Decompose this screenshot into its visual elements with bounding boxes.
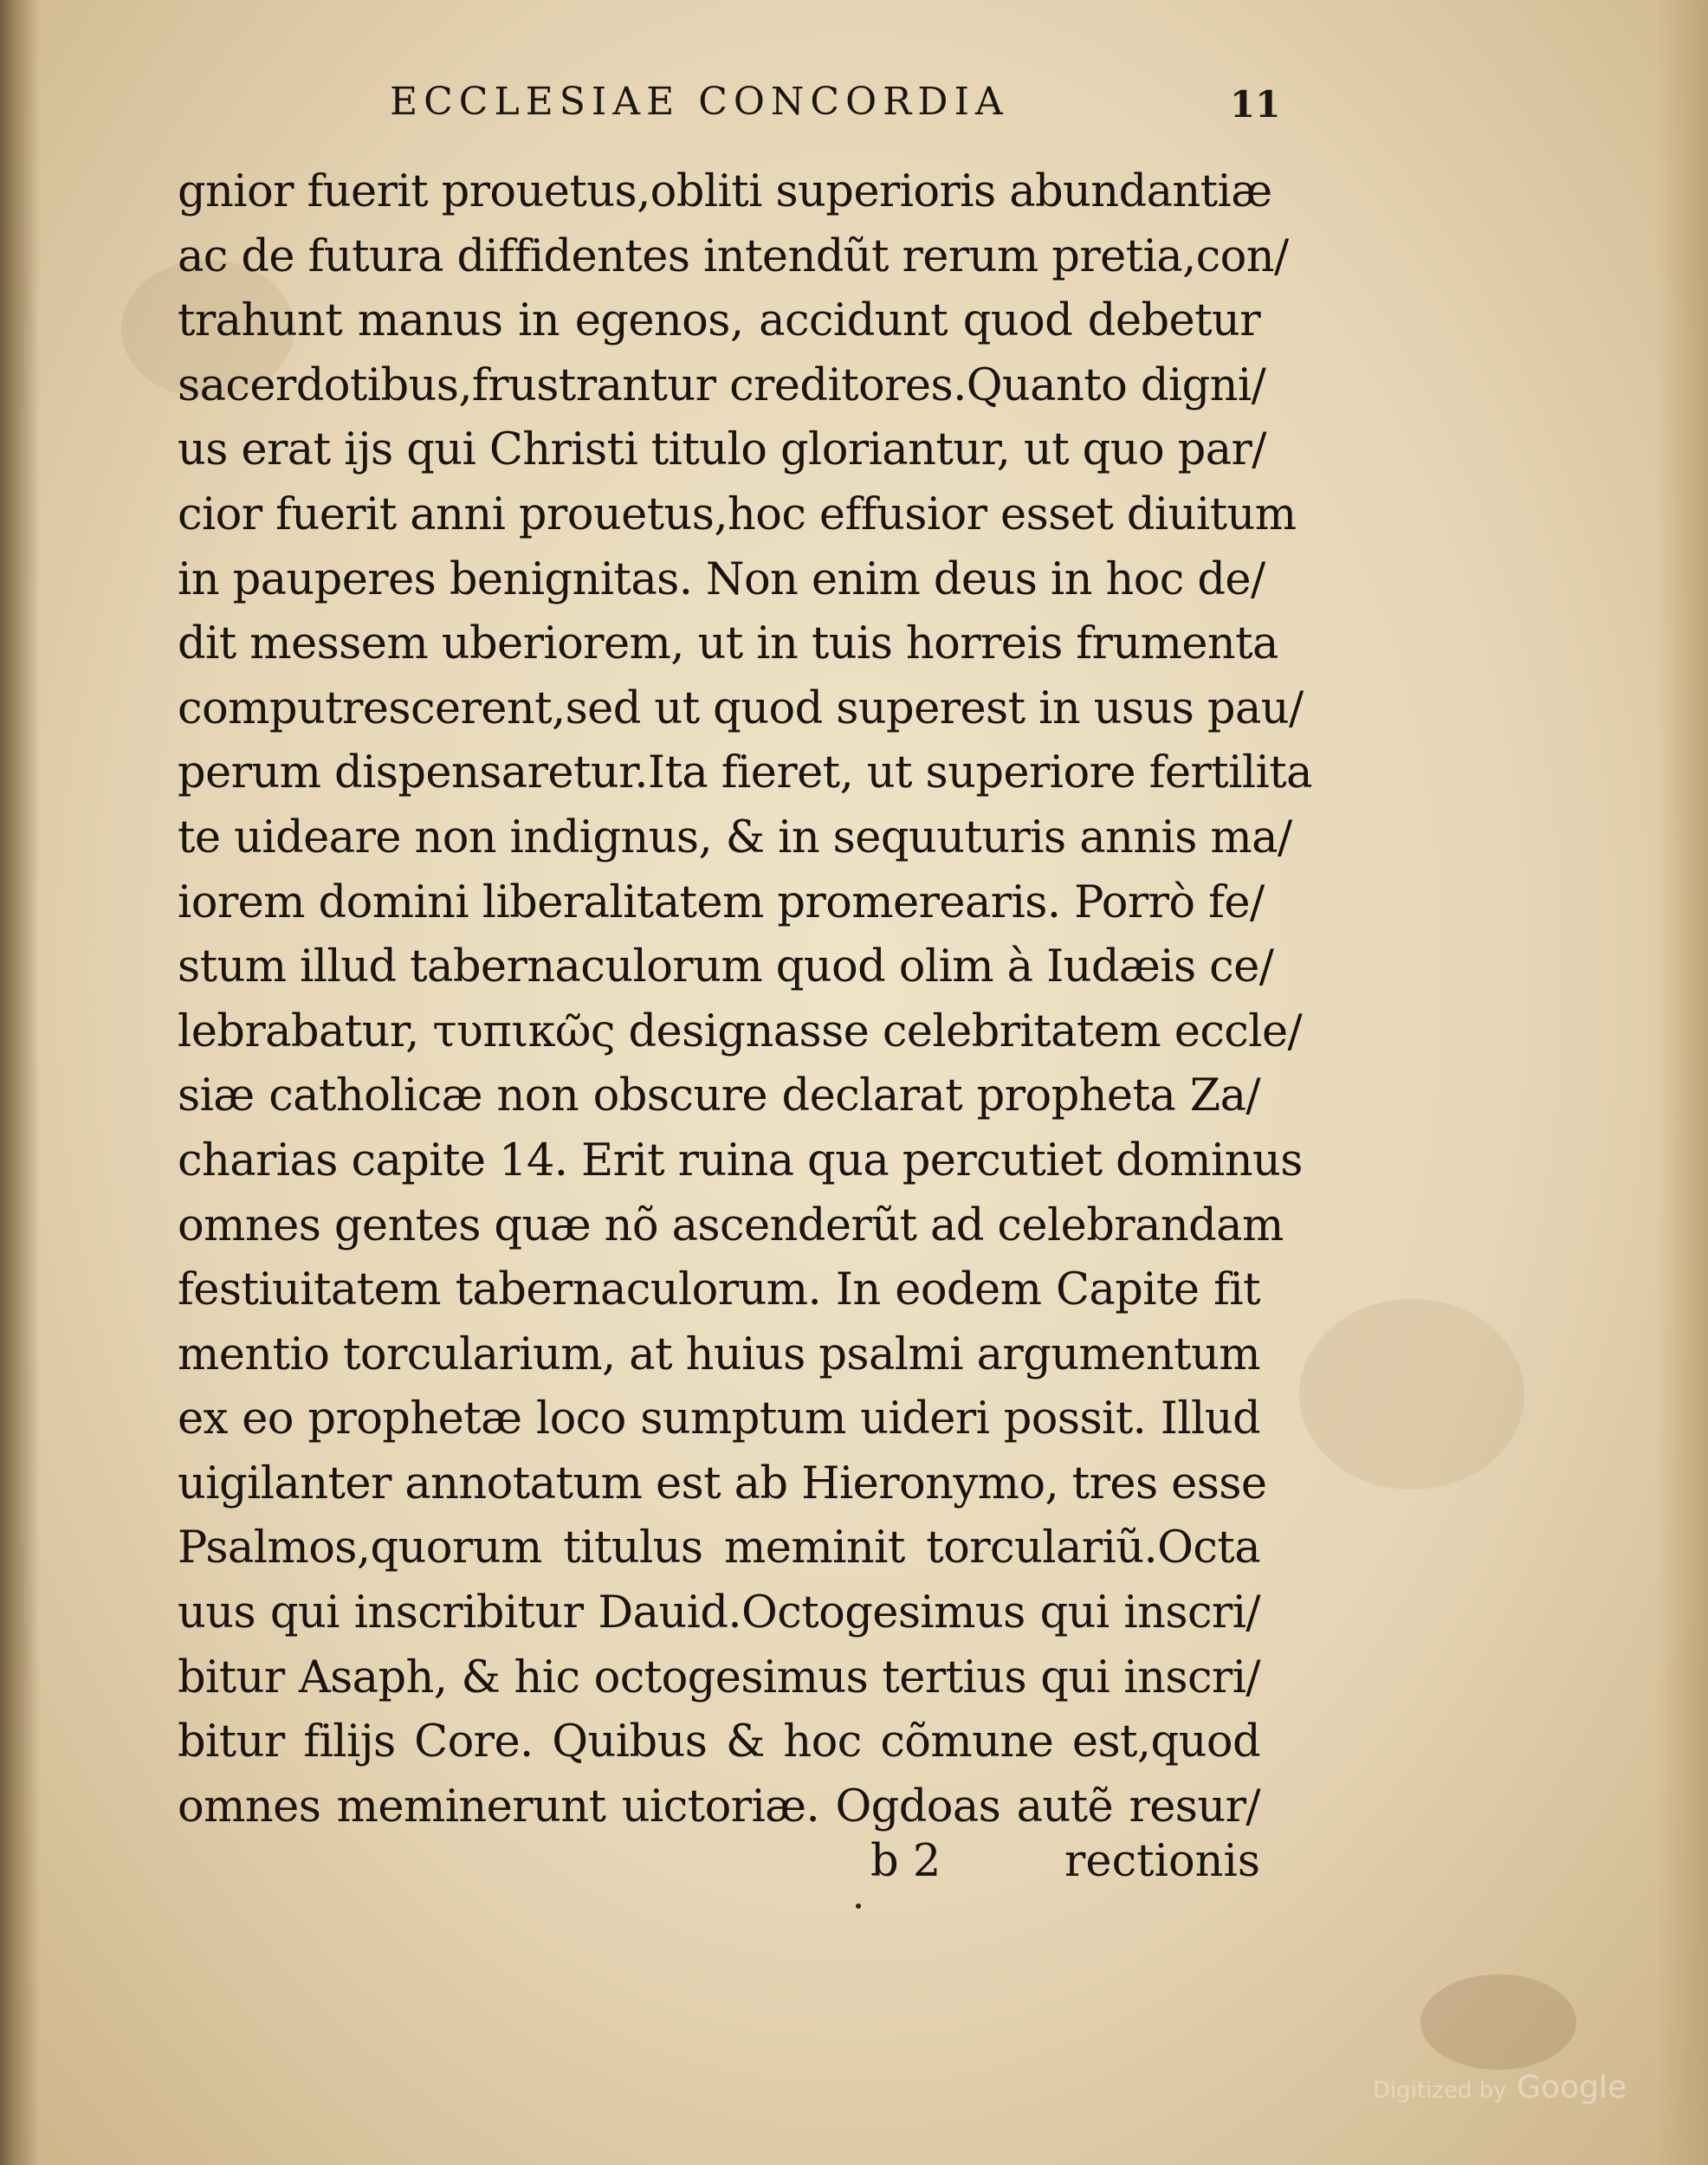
- text-line: bitur Asaph, & hic octogesimus tertius qui inscri/: [178, 1651, 1260, 1703]
- text-line: us erat ijs qui Christi titulo gloriantur, ut quo par/: [178, 424, 1266, 476]
- text-line: bitur filijs Core. Quibus & hoc cõmune est,quod: [178, 1716, 1260, 1768]
- text-line: trahunt manus in egenos, accidunt quod debetur: [178, 295, 1260, 347]
- text-line: te uideare non indignus, & in sequuturis annis ma/: [178, 811, 1292, 863]
- text-line: omnes meminerunt uictoriæ. Ogdoas autẽ resur/: [178, 1780, 1260, 1832]
- folio-number: 11: [1230, 83, 1281, 126]
- page-edge: [1656, 0, 1708, 2165]
- text-line: lebrabatur, τυπικῶς designasse celebritatem eccle/: [178, 1005, 1303, 1057]
- text-line: perum dispensaretur.Ita fieret, ut superiore fertilita: [178, 747, 1312, 799]
- text-line: mentio torcularium, at huius psalmi argumentum: [178, 1328, 1260, 1380]
- text-line: stum illud tabernaculorum quod olim à Iudæis ce/: [178, 941, 1274, 993]
- text-line: siæ catholicæ non obscure declarat propheta Za/: [178, 1070, 1260, 1122]
- text-line: festiuitatem tabernaculorum. In eodem Capite fit: [178, 1264, 1260, 1316]
- text-line: gnior fuerit prouetus,obliti superioris abundantiæ: [178, 166, 1272, 217]
- running-head: ECCLESIAE CONCORDIA: [390, 80, 1009, 124]
- text-line: dit messem uberiorem, ut in tuis horreis frumenta: [178, 618, 1278, 670]
- binding-edge: [0, 0, 40, 2165]
- catchword: rectionis: [1064, 1836, 1260, 1887]
- text-line: cior fuerit anni prouetus,hoc effusior esset diuitum: [178, 488, 1297, 540]
- text-line: in pauperes benignitas. Non enim deus in hoc de/: [178, 553, 1265, 605]
- text-line: uus qui inscribitur Dauid.Octogesimus qui inscri/: [178, 1587, 1260, 1639]
- text-line: computrescerent,sed ut quod superest in usus pau/: [178, 682, 1304, 734]
- text-line: omnes gentes quæ nõ ascenderũt ad celebrandam: [178, 1199, 1284, 1251]
- signature-mark: b 2: [870, 1836, 941, 1887]
- page-footer: [178, 1836, 1260, 1897]
- text-line: sacerdotibus,frustrantur creditores.Quanto digni/: [178, 359, 1266, 411]
- watermark-prefix: Digitized by: [1373, 2078, 1507, 2104]
- body-text: [178, 160, 1312, 1839]
- watermark-brand: Google: [1517, 2070, 1627, 2105]
- paper-stain: [1299, 1299, 1524, 1490]
- text-line: ex eo prophetæ loco sumptum uideri possit. Illud: [178, 1393, 1260, 1445]
- paper-stain: [1420, 1974, 1576, 2070]
- ink-dot: [856, 1903, 861, 1909]
- text-line: iorem domini liberalitatem promerearis. Porrò fe/: [178, 876, 1265, 928]
- text-line: ac de futura diffidentes intendũt rerum pretia,con/: [178, 230, 1289, 282]
- text-line: charias capite 14. Erit ruina qua percutiet dominus: [178, 1134, 1303, 1186]
- digitization-watermark: [1373, 2070, 1627, 2105]
- text-line: Psalmos,quorum titulus meminit torculariũ.Octa: [178, 1522, 1260, 1574]
- text-line: uigilanter annotatum est ab Hieronymo, tres esse: [178, 1457, 1267, 1509]
